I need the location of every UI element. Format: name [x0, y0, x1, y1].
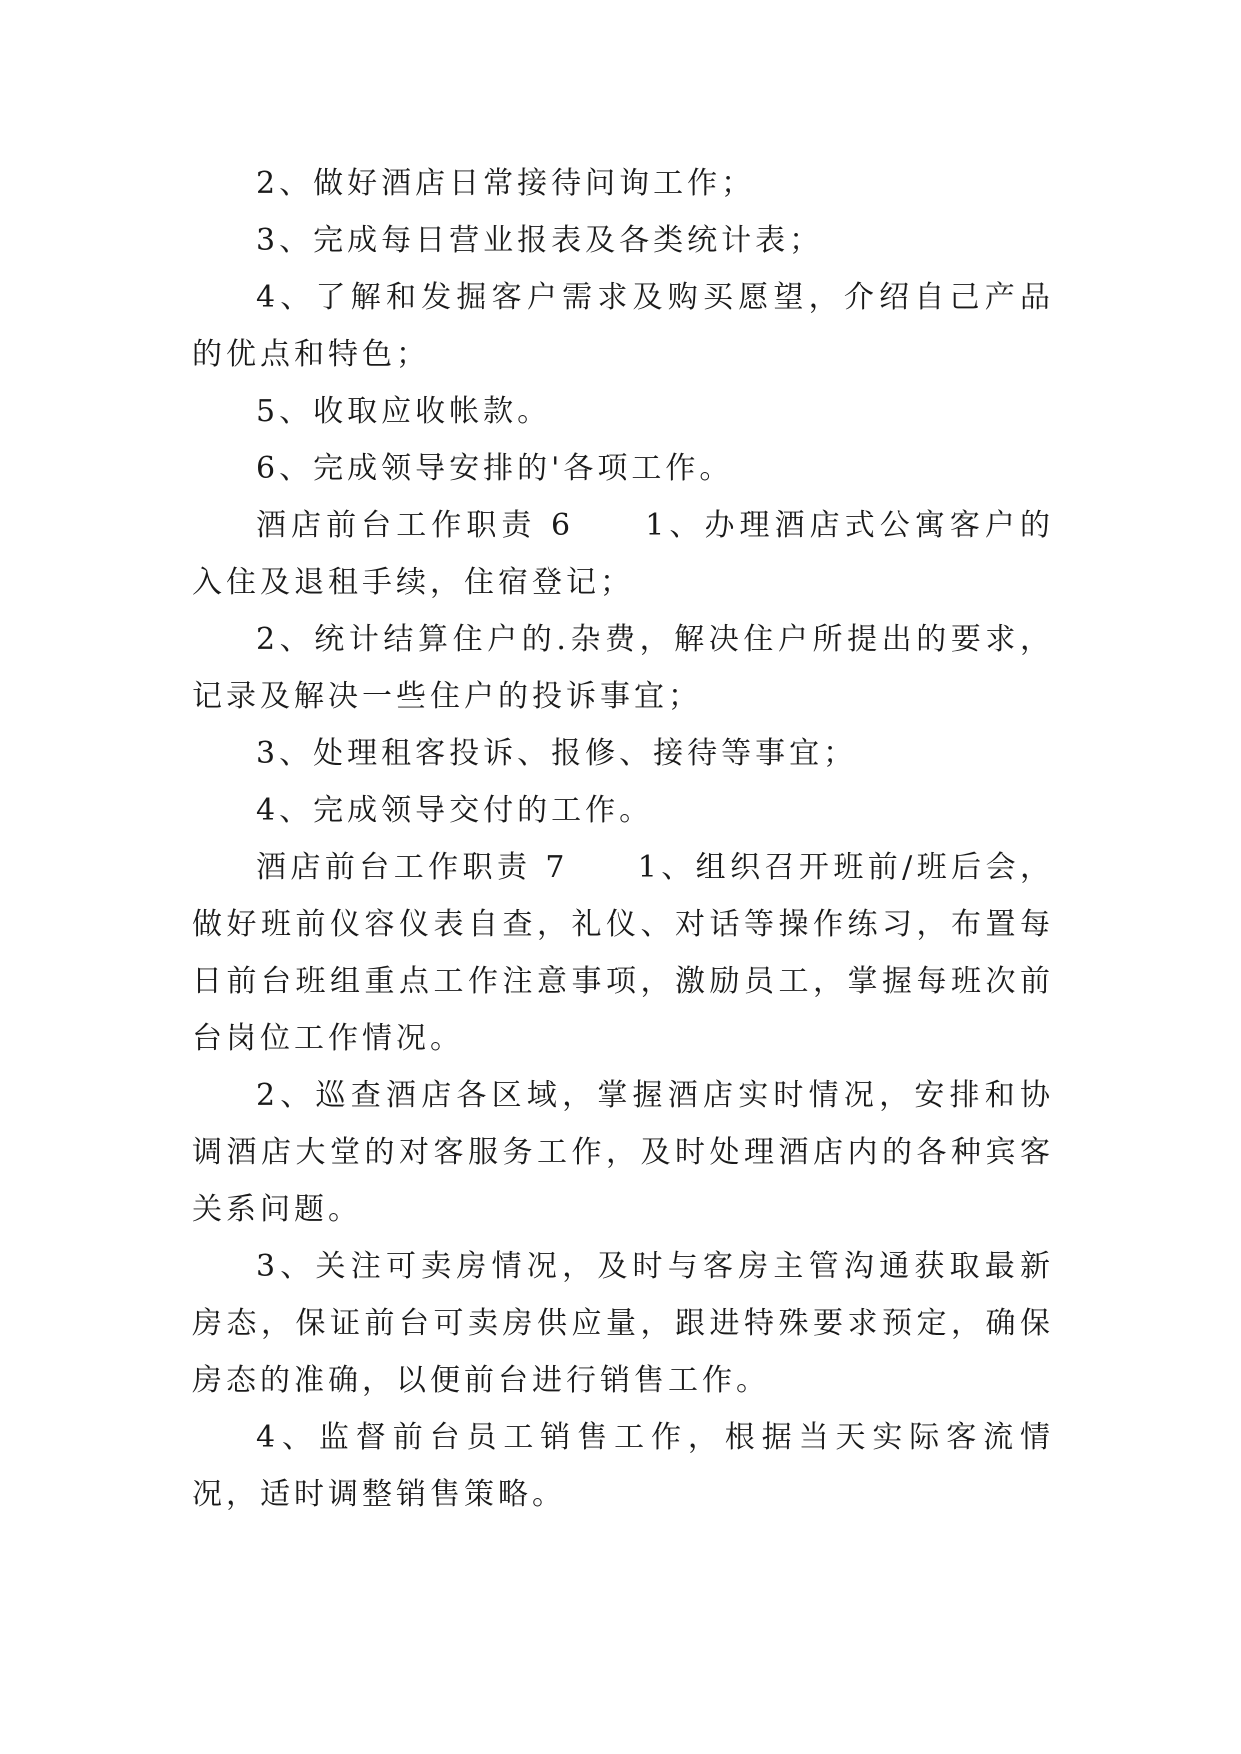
paragraph-duty-2: 2、做好酒店日常接待问询工作；: [256, 166, 756, 201]
section-6-paragraph-2: 2、统计结算住户的.杂费，解决住户所提出的要求，记录及解决一些住户的投诉事宜；: [192, 622, 1054, 714]
section-7-paragraph-3: 3、关注可卖房情况，及时与客房主管沟通获取最新房态，保证前台可卖房供应量，跟进特殊要求预定，确保房态的准确，以便前台进行销售工作。: [192, 1249, 1054, 1398]
section-6-paragraph-1: 酒店前台工作职责 6 1、办理酒店式公寓客户的入住及退租手续，住宿登记；: [192, 508, 1054, 600]
document-body: [192, 155, 1054, 1523]
section-7-paragraph-4: 4、监督前台员工销售工作，根据当天实际客流情况，适时调整销售策略。: [192, 1420, 1054, 1512]
section-6-paragraph-4: 4、完成领导交付的工作。: [256, 793, 654, 828]
paragraph-duty-5: 5、收取应收帐款。: [256, 394, 552, 429]
paragraph-duty-6: 6、完成领导安排的'各项工作。: [256, 451, 734, 486]
section-7-paragraph-2: 2、巡查酒店各区域，掌握酒店实时情况，安排和协调酒店大堂的对客服务工作，及时处理酒店内的各种宾客关系问题。: [192, 1078, 1054, 1227]
section-6-paragraph-3: 3、处理租客投诉、报修、接待等事宜；: [256, 736, 858, 771]
paragraph-duty-3: 3、完成每日营业报表及各类统计表；: [256, 223, 824, 258]
paragraph-duty-4: 4、了解和发掘客户需求及购买愿望，介绍自己产品的优点和特色；: [192, 280, 1054, 372]
section-7-paragraph-1: 酒店前台工作职责 7 1、组织召开班前/班后会，做好班前仪容仪表自查，礼仪、对话等操作练习，布置每日前台班组重点工作注意事项，激励员工，掌握每班次前台岗位工作情况。: [192, 850, 1054, 1056]
